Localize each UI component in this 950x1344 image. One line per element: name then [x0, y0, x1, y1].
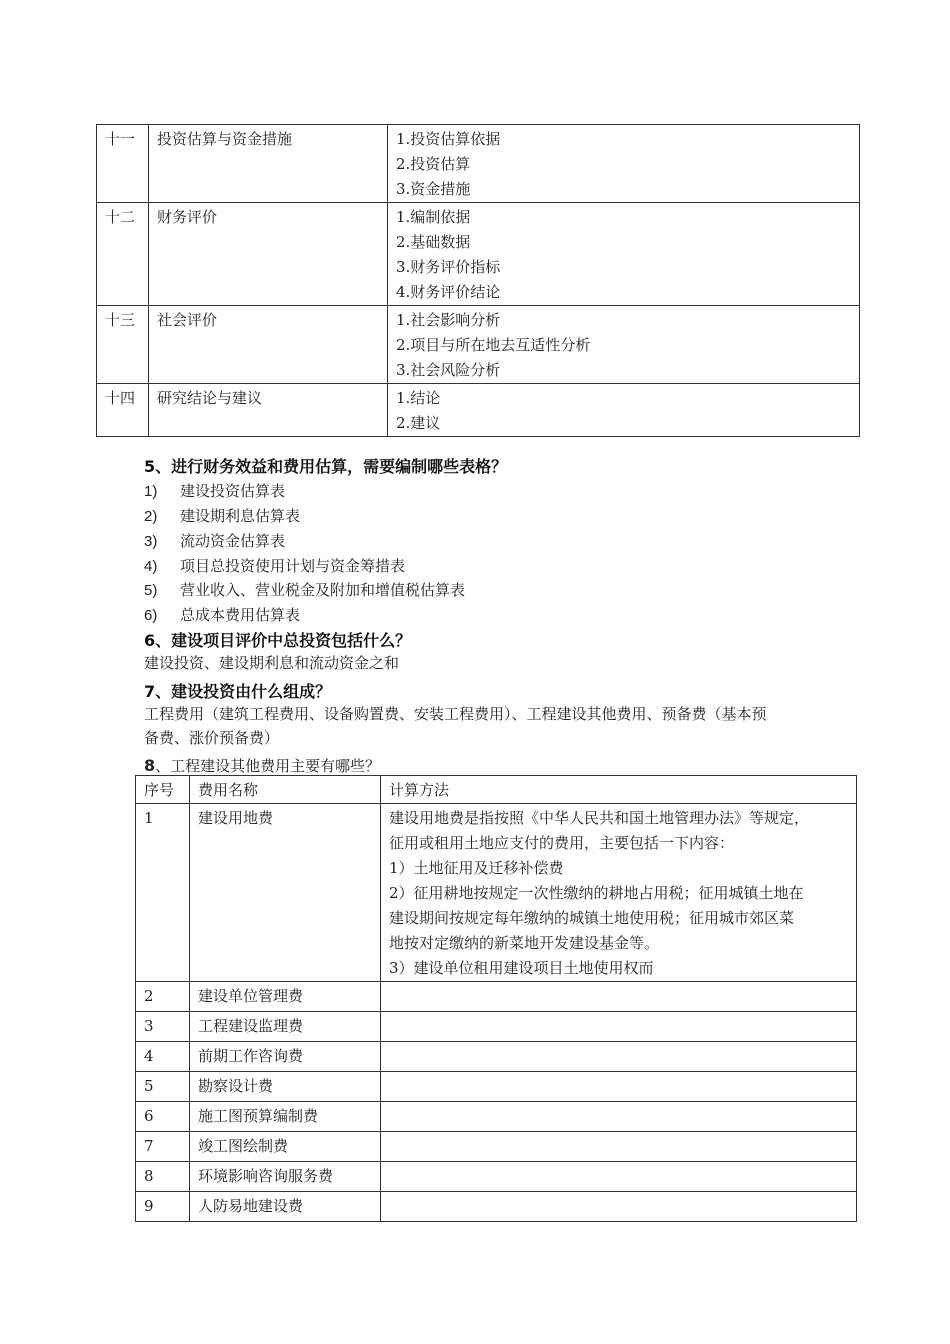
list-item: 2.基础数据: [396, 233, 471, 251]
table-row: [136, 1192, 857, 1222]
section-items: [388, 306, 860, 384]
section-name: 财务评价: [149, 203, 388, 306]
table-row: [136, 982, 857, 1012]
expense-name: 前期工作咨询费: [190, 1042, 381, 1072]
list-item: 2) 建设期利息估算表: [144, 507, 301, 525]
table-row: [97, 125, 860, 203]
list-item: 3.资金措施: [396, 180, 471, 198]
method-line: 建设期间按规定每年缴纳的城镇土地使用税；征用城市郊区菜: [389, 909, 795, 927]
list-item: 3.财务评价指标: [396, 258, 501, 276]
section-number: 十二: [97, 203, 149, 306]
table-header-row: [136, 776, 857, 804]
list-item: 3.社会风险分析: [396, 361, 501, 379]
expense-name: 建设单位管理费: [190, 982, 381, 1012]
other-expenses-table: [135, 775, 857, 1222]
section-items: [388, 384, 860, 437]
question-8-heading: 8、工程建设其他费用主要有哪些？: [144, 756, 381, 775]
feasibility-outline-table: [96, 124, 860, 437]
row-number: 3: [136, 1012, 190, 1042]
list-item: 3) 流动资金估算表: [144, 532, 286, 550]
table-row: [97, 306, 860, 384]
list-item: 2.建议: [396, 414, 441, 432]
calculation-method: [381, 1162, 857, 1192]
list-item: 1.编制依据: [396, 208, 471, 226]
expense-name: 勘察设计费: [190, 1072, 381, 1102]
method-line: 建设用地费是指按照《中华人民共和国土地管理办法》等规定，: [389, 809, 810, 827]
question-7-answer-line1: 工程费用（建筑工程费用、设备购置费、安装工程费用）、工程建设其他费用、预备费（基本预: [144, 705, 767, 723]
question-7-heading: 7、建设投资由什么组成？: [144, 682, 332, 701]
question-5-heading: 5、进行财务效益和费用估算，需要编制哪些表格？: [144, 457, 508, 476]
calculation-method: [381, 804, 857, 982]
table-row: [136, 1132, 857, 1162]
list-item: 4.财务评价结论: [396, 283, 501, 301]
question-6-answer: 建设投资、建设期利息和流动资金之和: [144, 654, 400, 672]
list-item: 1.投资估算依据: [396, 130, 501, 148]
section-items: [388, 125, 860, 203]
table-row: [136, 1012, 857, 1042]
column-header: 计算方法: [381, 776, 857, 804]
expense-name: 竣工图绘制费: [190, 1132, 381, 1162]
row-number: 4: [136, 1042, 190, 1072]
list-item: 4) 项目总投资使用计划与资金筹措表: [144, 557, 406, 575]
calculation-method: [381, 1132, 857, 1162]
column-header: 序号: [136, 776, 190, 804]
list-item: 1.社会影响分析: [396, 311, 501, 329]
method-line: 2）征用耕地按规定一次性缴纳的耕地占用税；征用城镇土地在: [389, 884, 804, 902]
section-number: 十三: [97, 306, 149, 384]
table-row: [136, 1072, 857, 1102]
list-item: 1) 建设投资估算表: [144, 482, 286, 500]
section-items: [388, 203, 860, 306]
question-6-heading: 6、建设项目评价中总投资包括什么？: [144, 631, 412, 650]
table-row: [136, 1042, 857, 1072]
section-name: 研究结论与建议: [149, 384, 388, 437]
row-number: 1: [136, 804, 190, 982]
calculation-method: [381, 1102, 857, 1132]
row-number: 6: [136, 1102, 190, 1132]
calculation-method: [381, 1072, 857, 1102]
section-name: 社会评价: [149, 306, 388, 384]
method-line: 3）建设单位租用建设项目土地使用权而: [389, 959, 654, 977]
section-number: 十一: [97, 125, 149, 203]
row-number: 7: [136, 1132, 190, 1162]
table-row: [136, 1162, 857, 1192]
table-row: [136, 804, 857, 982]
section-name: 投资估算与资金措施: [149, 125, 388, 203]
row-number: 8: [136, 1162, 190, 1192]
expense-name: 环境影响咨询服务费: [190, 1162, 381, 1192]
method-line: 征用或租用土地应支付的费用，主要包括一下内容：: [389, 834, 735, 852]
list-item: 2.项目与所在地去互适性分析: [396, 336, 591, 354]
method-line: 地按对定缴纳的新菜地开发建设基金等。: [389, 934, 660, 952]
list-item: 1.结论: [396, 389, 441, 407]
calculation-method: [381, 1012, 857, 1042]
row-number: 9: [136, 1192, 190, 1222]
expense-name: 建设用地费: [190, 804, 381, 982]
method-line: 1）土地征用及迁移补偿费: [389, 859, 564, 877]
row-number: 2: [136, 982, 190, 1012]
row-number: 5: [136, 1072, 190, 1102]
section-number: 十四: [97, 384, 149, 437]
expense-name: 施工图预算编制费: [190, 1102, 381, 1132]
table-row: [97, 203, 860, 306]
calculation-method: [381, 1192, 857, 1222]
column-header: 费用名称: [190, 776, 381, 804]
list-item: 5) 营业收入、营业税金及附加和增值税估算表: [144, 581, 466, 599]
table-row: [136, 1102, 857, 1132]
expense-name: 工程建设监理费: [190, 1012, 381, 1042]
list-item: 6) 总成本费用估算表: [144, 606, 301, 624]
calculation-method: [381, 982, 857, 1012]
question-7-answer-line2: 备费、涨价预备费）: [144, 729, 280, 747]
calculation-method: [381, 1042, 857, 1072]
table-row: [97, 384, 860, 437]
list-item: 2.投资估算: [396, 155, 471, 173]
expense-name: 人防易地建设费: [190, 1192, 381, 1222]
